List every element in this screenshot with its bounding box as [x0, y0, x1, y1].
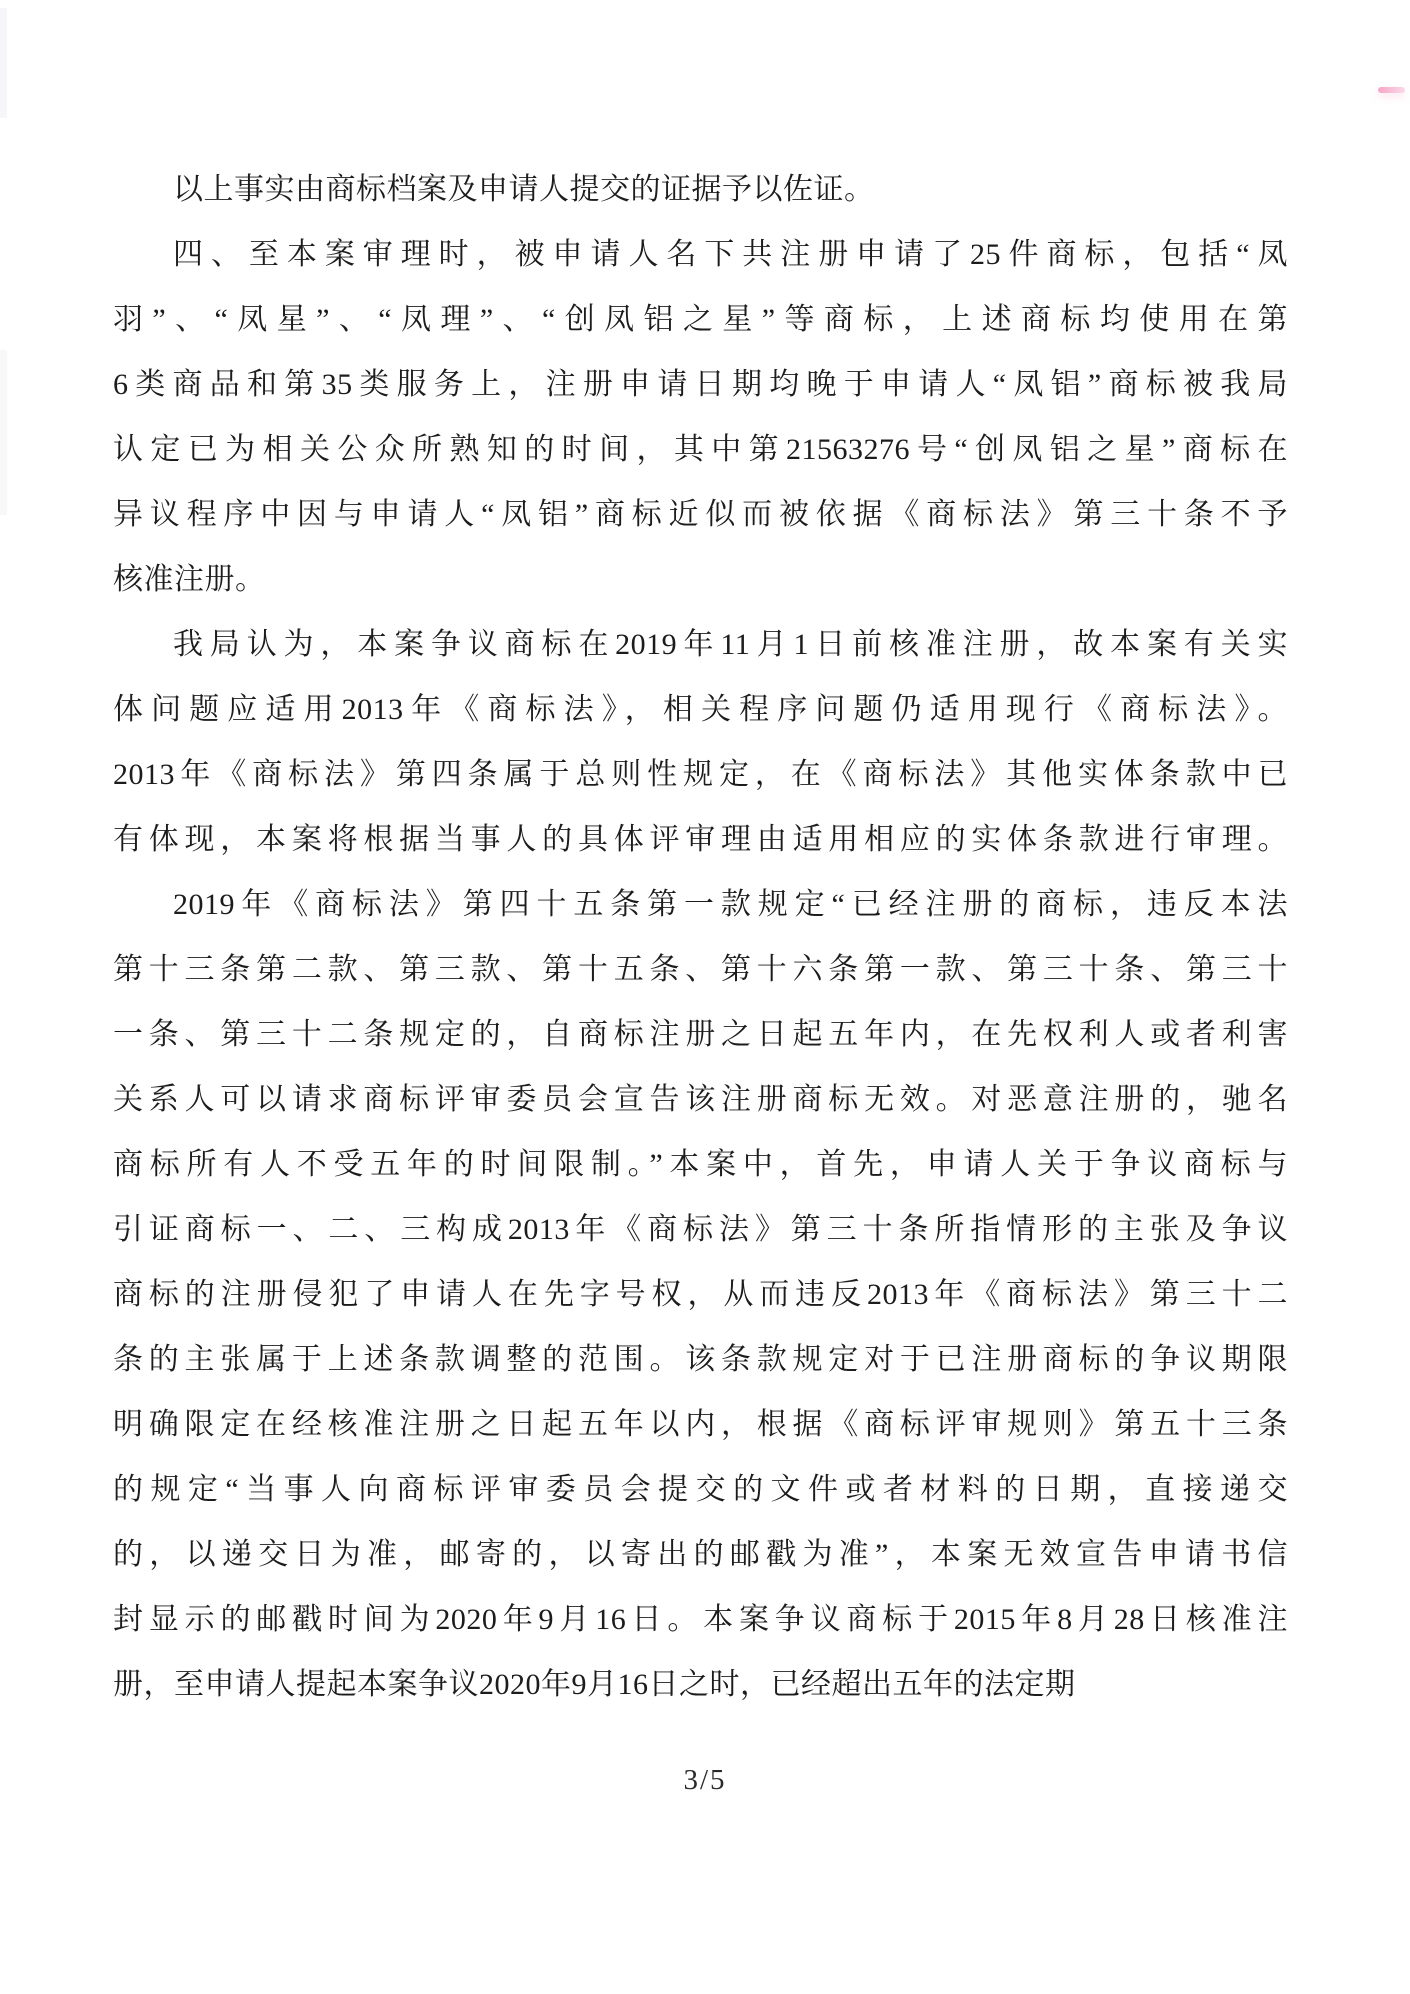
text-line: 一条、第三十二条规定的，自商标注册之日起五年内，在先权利人或者利害 — [113, 1018, 1288, 1051]
paragraph-1 — [113, 157, 1288, 222]
text-line: 册，至申请人提起本案争议2020年9月16日之时，已经超出五年的法定期 — [113, 1668, 1076, 1701]
text-line: 我局认为，本案争议商标在2019年11月1日前核准注册，故本案有关实 — [173, 628, 1288, 661]
text-line: 关系人可以请求商标评审委员会宣告该注册商标无效。对恶意注册的，驰名 — [113, 1083, 1288, 1116]
text-line: 商标的注册侵犯了申请人在先字号权，从而违反2013年《商标法》第三十二 — [113, 1278, 1288, 1311]
text-line: 2019年《商标法》第四十五条第一款规定“已经注册的商标，违反本法 — [173, 888, 1288, 921]
text-line: 核准注册。 — [113, 563, 266, 596]
page-number: 3/5 — [683, 1764, 727, 1796]
text-line: 的规定“当事人向商标评审委员会提交的文件或者材料的日期，直接递交 — [113, 1473, 1288, 1506]
text-line: 6类商品和第35类服务上，注册申请日期均晚于申请人“凤铝”商标被我局 — [113, 368, 1288, 401]
text-line: 条的主张属于上述条款调整的范围。该条款规定对于已注册商标的争议期限 — [113, 1343, 1288, 1376]
text-line: 引证商标一、二、三构成2013年《商标法》第三十条所指情形的主张及争议 — [113, 1213, 1288, 1246]
paragraph-4 — [113, 872, 1288, 1717]
text-line: 以上事实由商标档案及申请人提交的证据予以佐证。 — [173, 173, 875, 206]
text-line: 异议程序中因与申请人“凤铝”商标近似而被依据《商标法》第三十条不予 — [113, 498, 1288, 531]
text-line: 认定已为相关公众所熟知的时间，其中第21563276号“创凤铝之星”商标在 — [113, 433, 1288, 466]
paragraph-2 — [113, 222, 1288, 612]
text-line: 的，以递交日为准，邮寄的，以寄出的邮戳为准”，本案无效宣告申请书信 — [113, 1538, 1288, 1571]
text-line: 有体现，本案将根据当事人的具体评审理由适用相应的实体条款进行审理。 — [113, 823, 1288, 856]
text-line: 商标所有人不受五年的时间限制。”本案中，首先，申请人关于争议商标与 — [113, 1148, 1288, 1181]
text-line: 明确限定在经核准注册之日起五年以内，根据《商标评审规则》第五十三条 — [113, 1408, 1288, 1441]
text-line: 第十三条第二款、第三款、第十五条、第十六条第一款、第三十条、第三十 — [113, 953, 1288, 986]
scan-artifact — [0, 350, 7, 515]
text-line: 封显示的邮戳时间为2020年9月16日。本案争议商标于2015年8月28日核准注 — [113, 1603, 1288, 1636]
text-line: 2013年《商标法》第四条属于总则性规定，在《商标法》其他实体条款中已 — [113, 758, 1288, 791]
paragraph-3 — [113, 612, 1288, 872]
pink-highlight-mark — [1378, 87, 1405, 93]
document-body — [113, 157, 1288, 1717]
text-line: 四、至本案审理时，被申请人名下共注册申请了25件商标，包括“凤 — [173, 238, 1288, 271]
text-line: 羽”、“凤星”、“凤理”、“创凤铝之星”等商标，上述商标均使用在第 — [113, 303, 1288, 336]
scan-artifact — [0, 8, 7, 118]
text-line: 体问题应适用2013年《商标法》，相关程序问题仍适用现行《商标法》。 — [113, 693, 1288, 726]
